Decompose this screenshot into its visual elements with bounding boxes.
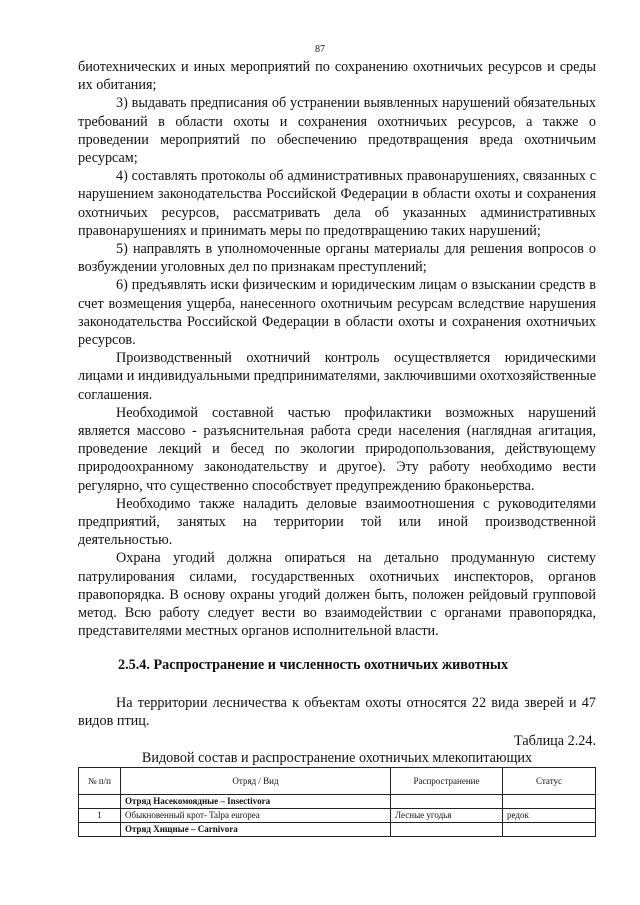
- table-title: Видовой состав и распространение охотничьих млекопитающих: [141, 750, 533, 767]
- intro-paragraph: На территории лесничества к объектам охоты относятся 22 вида зверей и 47 видов птиц.: [78, 694, 596, 729]
- page-number: 87: [315, 44, 325, 55]
- cell-distribution: [391, 795, 503, 809]
- table-row: [79, 809, 596, 823]
- header-order-species: Отряд / Вид: [121, 768, 391, 795]
- cell-distribution: Лесные угодья: [391, 809, 503, 823]
- header-distribution: Распространение: [391, 768, 503, 795]
- cell-status: [503, 795, 596, 809]
- cell-status: [503, 823, 596, 837]
- paragraph: Необходимой составной частью профилактики возможных нарушений является массово - разъяснительная работа среди населения (наглядная агитация, проведение лекций и бесед по экологии природопользования, действующему природоохранному законодательству и другое). Эту работу необходимо вести регулярно, что существенно способствует предупреждению браконьерства.: [78, 404, 596, 494]
- header-number: № п/п: [79, 768, 121, 795]
- header-status: Статус: [503, 768, 596, 795]
- paragraph: 5) направлять в уполномоченные органы материалы для решения вопросов о возбуждении уголовных дел по признакам преступлений;: [78, 241, 596, 276]
- paragraph: 4) составлять протоколы об административных правонарушениях, связанных с нарушением законодательства Российской Федерации в области охоты и сохранения охотничьих ресурсов, рассматривать дела об указанных административных правонарушениях и принимать меры по предотвращению таких нарушений;: [78, 168, 596, 239]
- table-caption: Таблица 2.24.: [514, 733, 596, 750]
- cell-order-species: Отряд Хищные – Carnivora: [121, 823, 391, 837]
- table-group-row: [79, 795, 596, 809]
- section-heading: 2.5.4. Распространение и численность охотничьих животных: [118, 656, 509, 673]
- paragraph: 3) выдавать предписания об устранении выявленных нарушений обязательных требований в области охоты и сохранения охотничьих ресурсов, а также о проведении мероприятий по обеспечению предотвращения вреда охотничьим ресурсам;: [78, 95, 596, 167]
- table-group-row: [79, 823, 596, 837]
- paragraph: 6) предъявлять иски физическим и юридическим лицам о взыскании средств в счет возмещения ущерба, нанесенного охотничьим ресурсам вследствие нарушения законодательства Российской Федерации в области охоты и сохранения охотничьих ресурсов.: [78, 277, 596, 349]
- cell-distribution: [391, 823, 503, 837]
- cell-order-species: Обыкновенный крот- Talpa europea: [121, 809, 391, 823]
- paragraph: Производственный охотничий контроль осуществляется юридическими лицами и индивидуальными предпринимателями, заключившими охотхозяйственные соглашения.: [78, 350, 596, 403]
- paragraph: Охрана угодий должна опираться на детально продуманную систему патрулирования силами, государственных охотничьих инспекторов, органов правопорядка. В основу охраны угодий должен быть, положен рейдовый групповой метод. Всю работу следует вести во взаимодействии с органами правопорядка, представителями местных органов исполнительной власти.: [78, 550, 596, 640]
- mammals-table: [78, 767, 596, 837]
- document-body: [78, 58, 596, 837]
- table-header-row: [79, 768, 596, 795]
- cell-order-species: Отряд Насекомоядные – Insectivora: [121, 795, 391, 809]
- paragraph: Необходимо также наладить деловые взаимоотношения с руководителями предприятий, занятых на территории той или иной производственной деятельностью.: [78, 495, 596, 549]
- cell-number: [79, 823, 121, 837]
- cell-number: [79, 795, 121, 809]
- body-text: [78, 58, 596, 641]
- cell-status: редок: [503, 809, 596, 823]
- cell-number: 1: [79, 809, 121, 823]
- paragraph: биотехнических и иных мероприятий по сохранению охотничьих ресурсов и среды их обитания;: [78, 59, 596, 94]
